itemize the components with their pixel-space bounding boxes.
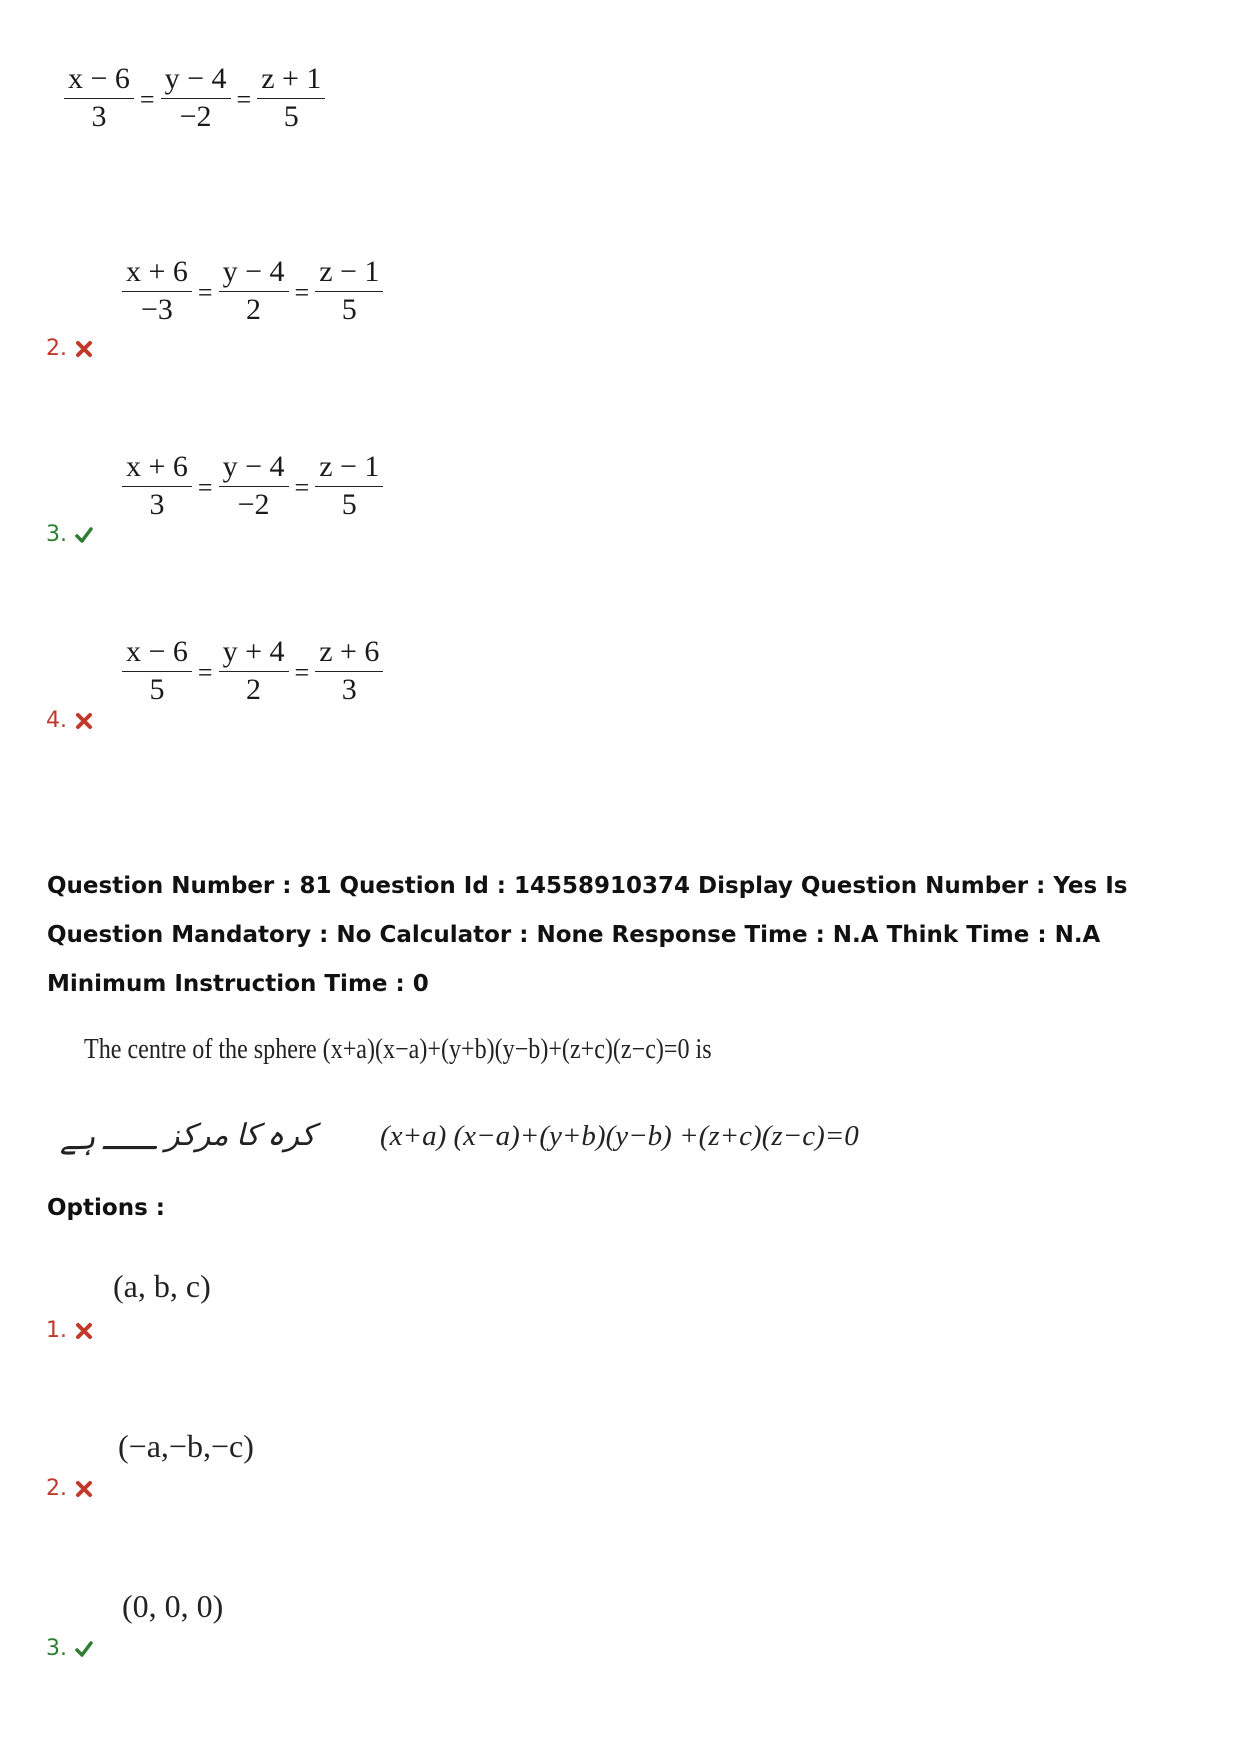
urdu-phrase-sphere-centre: کرہ کا مرکز — [165, 1119, 316, 1152]
fraction: $\frac{z + 1}{5}$ — [257, 62, 325, 135]
fraction: $\frac{y - 4}{-2}$ — [161, 62, 231, 135]
prev-option-2-label: 2. — [46, 336, 93, 361]
question-text-english: The centre of the sphere (x+a)(x−a)+(y+b)(y−b)+(z+c)(z−c)=0 is — [84, 1034, 712, 1065]
cross-icon — [75, 1322, 93, 1340]
options-label: Options : — [47, 1195, 165, 1221]
prev-option-3-label: 3. — [46, 522, 93, 547]
check-icon — [75, 526, 93, 544]
prev-option-4-label: 4. — [46, 708, 93, 733]
prev-option-3-equation: $\frac{x + 6}{3}$ = $\frac{y - 4}{-2}$ = $\frac{z - 1}{5}$ — [120, 450, 385, 523]
question-text-urdu-handwritten — [60, 1110, 940, 1180]
option-3-label: 3. — [46, 1636, 93, 1661]
fraction: $\frac{x - 6}{3}$ — [64, 62, 134, 135]
option-3-text: (0, 0, 0) — [122, 1588, 224, 1624]
prev-option-2-equation: $\frac{x + 6}{-3}$ = $\frac{y - 4}{2}$ = $\frac{z - 1}{5}$ — [120, 255, 385, 328]
urdu-equation: (x+a) (x−a)+(y+b)(y−b) +(z+c)(z−c)=0 — [380, 1120, 859, 1152]
prev-option-4-equation: $\frac{x - 6}{5}$ = $\frac{y + 4}{2}$ = $\frac{z + 6}{3}$ — [120, 635, 385, 708]
option-2-text: (−a,−b,−c) — [118, 1428, 254, 1464]
option-1-text: (a, b, c) — [113, 1268, 211, 1304]
cross-icon — [75, 340, 93, 358]
cross-icon — [75, 1480, 93, 1498]
prev-stem-equation: $\frac{x - 6}{3}$ = $\frac{y - 4}{-2}$ = $\frac{z + 1}{5}$ — [62, 62, 327, 135]
option-1-label: 1. — [46, 1318, 93, 1343]
option-2-label: 2. — [46, 1476, 93, 1501]
question-meta: Question Number : 81 Question Id : 14558910374 Display Question Number : Yes Is Question Mandatory : No Calculator : None Response Time : N.A Think Time : N.A Minimum Instruction Time : 0 — [47, 873, 1128, 997]
check-icon — [75, 1640, 93, 1658]
urdu-phrase-end: ـــ ہے — [60, 1123, 156, 1156]
cross-icon — [75, 712, 93, 730]
